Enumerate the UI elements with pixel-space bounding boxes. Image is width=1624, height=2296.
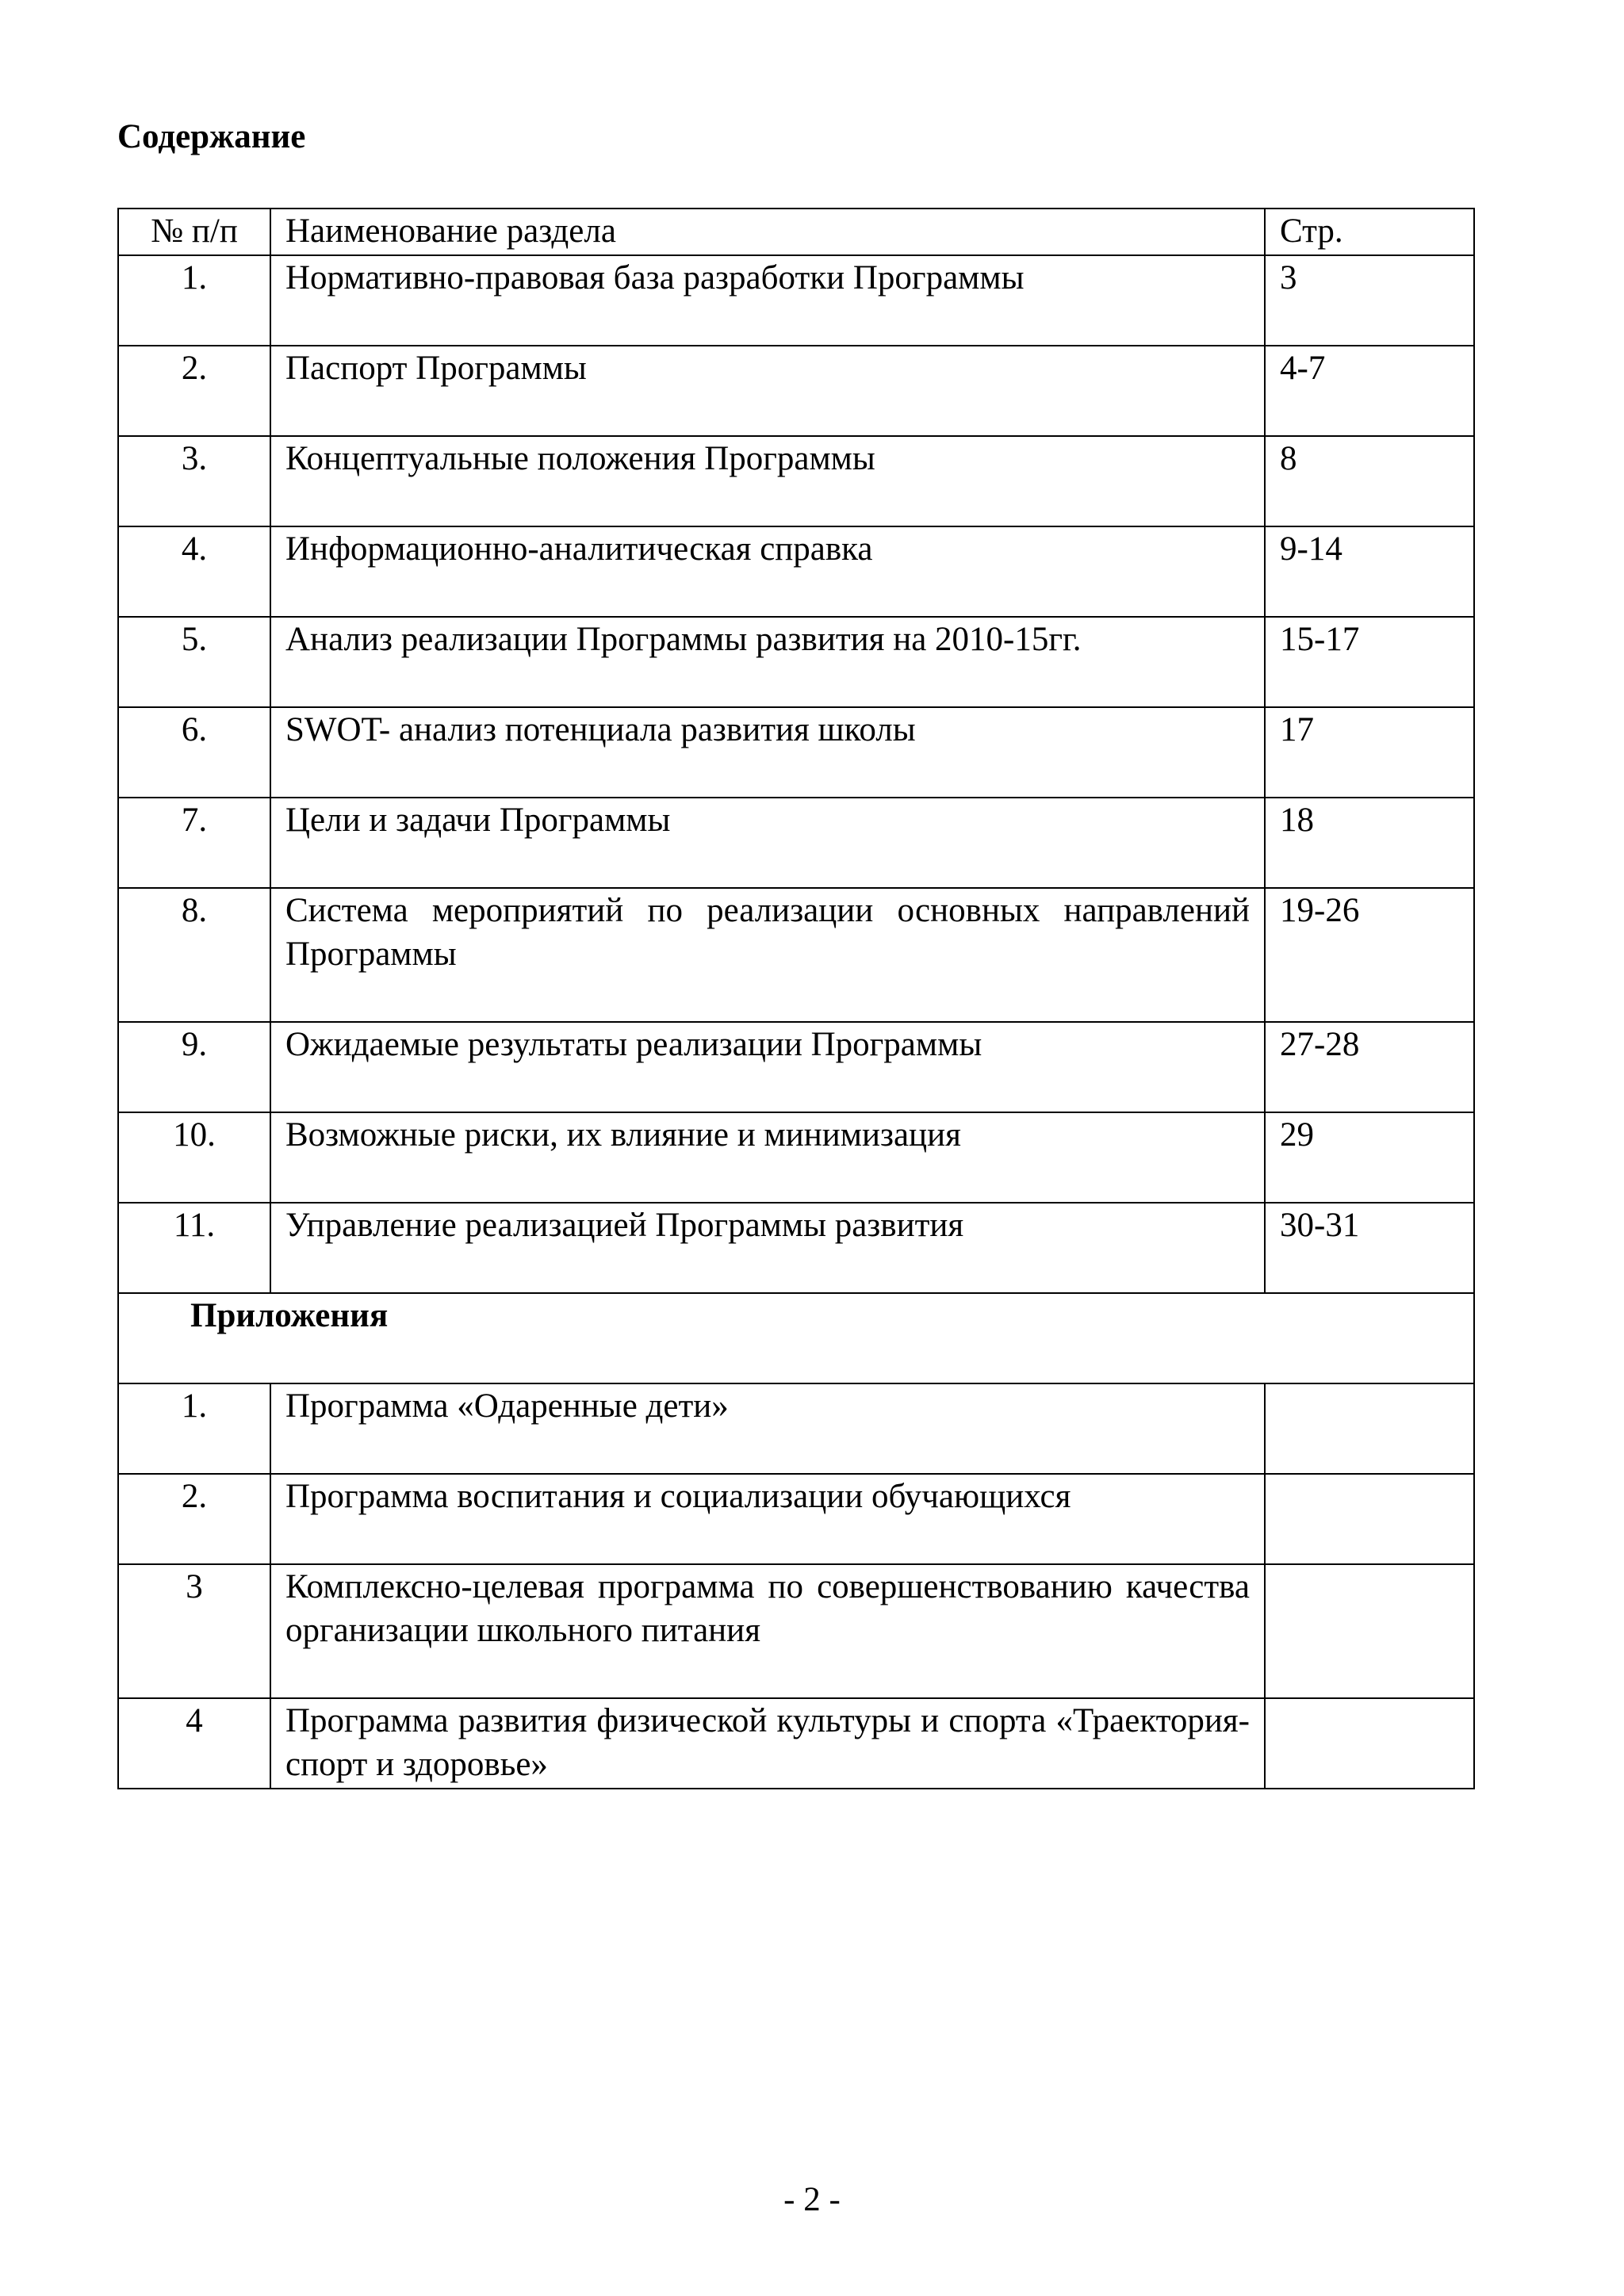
contents-table	[117, 208, 1475, 1789]
row-section-name: Анализ реализации Программы развития на 2010-15гг.	[270, 617, 1265, 707]
table-row	[118, 346, 1474, 436]
appendix-row	[118, 1564, 1474, 1698]
row-page: 29	[1265, 1112, 1474, 1203]
page-number: - 2 -	[783, 2181, 841, 2218]
row-page: 19-26	[1265, 888, 1474, 1022]
row-number: 1.	[118, 255, 270, 346]
row-page: 27-28	[1265, 1022, 1474, 1112]
row-page: 3	[1265, 255, 1474, 346]
row-section-name: Цели и задачи Программы	[270, 798, 1265, 888]
row-section-name: Нормативно-правовая база разработки Программы	[270, 255, 1265, 346]
row-number: 8.	[118, 888, 270, 1022]
table-row	[118, 436, 1474, 526]
row-page: 15-17	[1265, 617, 1474, 707]
row-section-name: SWOT- анализ потенциала развития школы	[270, 707, 1265, 798]
appendix-number: 4	[118, 1698, 270, 1789]
table-row	[118, 526, 1474, 617]
table-header-row	[118, 209, 1474, 255]
row-section-name: Паспорт Программы	[270, 346, 1265, 436]
row-section-name: Управление реализацией Программы развития	[270, 1203, 1265, 1293]
row-number: 7.	[118, 798, 270, 888]
table-row	[118, 707, 1474, 798]
header-number: № п/п	[118, 209, 270, 255]
row-page: 8	[1265, 436, 1474, 526]
row-number: 9.	[118, 1022, 270, 1112]
appendix-name: Программа «Одаренные дети»	[270, 1383, 1265, 1474]
appendix-row	[118, 1383, 1474, 1474]
appendix-title: Приложения	[118, 1293, 1474, 1383]
appendix-name: Комплексно-целевая программа по совершенствованию качества организации школьного питания	[270, 1564, 1265, 1698]
row-number: 5.	[118, 617, 270, 707]
table-row	[118, 255, 1474, 346]
row-section-name: Возможные риски, их влияние и минимизация	[270, 1112, 1265, 1203]
header-section-name: Наименование раздела	[270, 209, 1265, 255]
appendix-page	[1265, 1383, 1474, 1474]
row-page: 9-14	[1265, 526, 1474, 617]
appendix-page	[1265, 1698, 1474, 1789]
appendix-name: Программа развития физической культуры и спорта «Траектория-спорт и здоровье»	[270, 1698, 1265, 1789]
row-number: 6.	[118, 707, 270, 798]
appendix-page	[1265, 1564, 1474, 1698]
table-row	[118, 798, 1474, 888]
appendix-number: 1.	[118, 1383, 270, 1474]
header-page: Стр.	[1265, 209, 1474, 255]
row-number: 3.	[118, 436, 270, 526]
appendix-name: Программа воспитания и социализации обучающихся	[270, 1474, 1265, 1564]
table-row	[118, 1022, 1474, 1112]
row-section-name: Система мероприятий по реализации основных направлений Программы	[270, 888, 1265, 1022]
table-row	[118, 1203, 1474, 1293]
appendix-row	[118, 1474, 1474, 1564]
appendix-number: 2.	[118, 1474, 270, 1564]
page-title: Содержание	[117, 118, 306, 155]
row-number: 2.	[118, 346, 270, 436]
row-section-name: Концептуальные положения Программы	[270, 436, 1265, 526]
row-section-name: Ожидаемые результаты реализации Программы	[270, 1022, 1265, 1112]
table-row	[118, 888, 1474, 1022]
row-page: 30-31	[1265, 1203, 1474, 1293]
appendix-page	[1265, 1474, 1474, 1564]
appendix-number: 3	[118, 1564, 270, 1698]
row-section-name: Информационно-аналитическая справка	[270, 526, 1265, 617]
row-page: 17	[1265, 707, 1474, 798]
appendix-section-row	[118, 1293, 1474, 1383]
table-row	[118, 1112, 1474, 1203]
appendix-row	[118, 1698, 1474, 1789]
row-number: 4.	[118, 526, 270, 617]
row-number: 11.	[118, 1203, 270, 1293]
row-page: 18	[1265, 798, 1474, 888]
row-number: 10.	[118, 1112, 270, 1203]
table-row	[118, 617, 1474, 707]
row-page: 4-7	[1265, 346, 1474, 436]
